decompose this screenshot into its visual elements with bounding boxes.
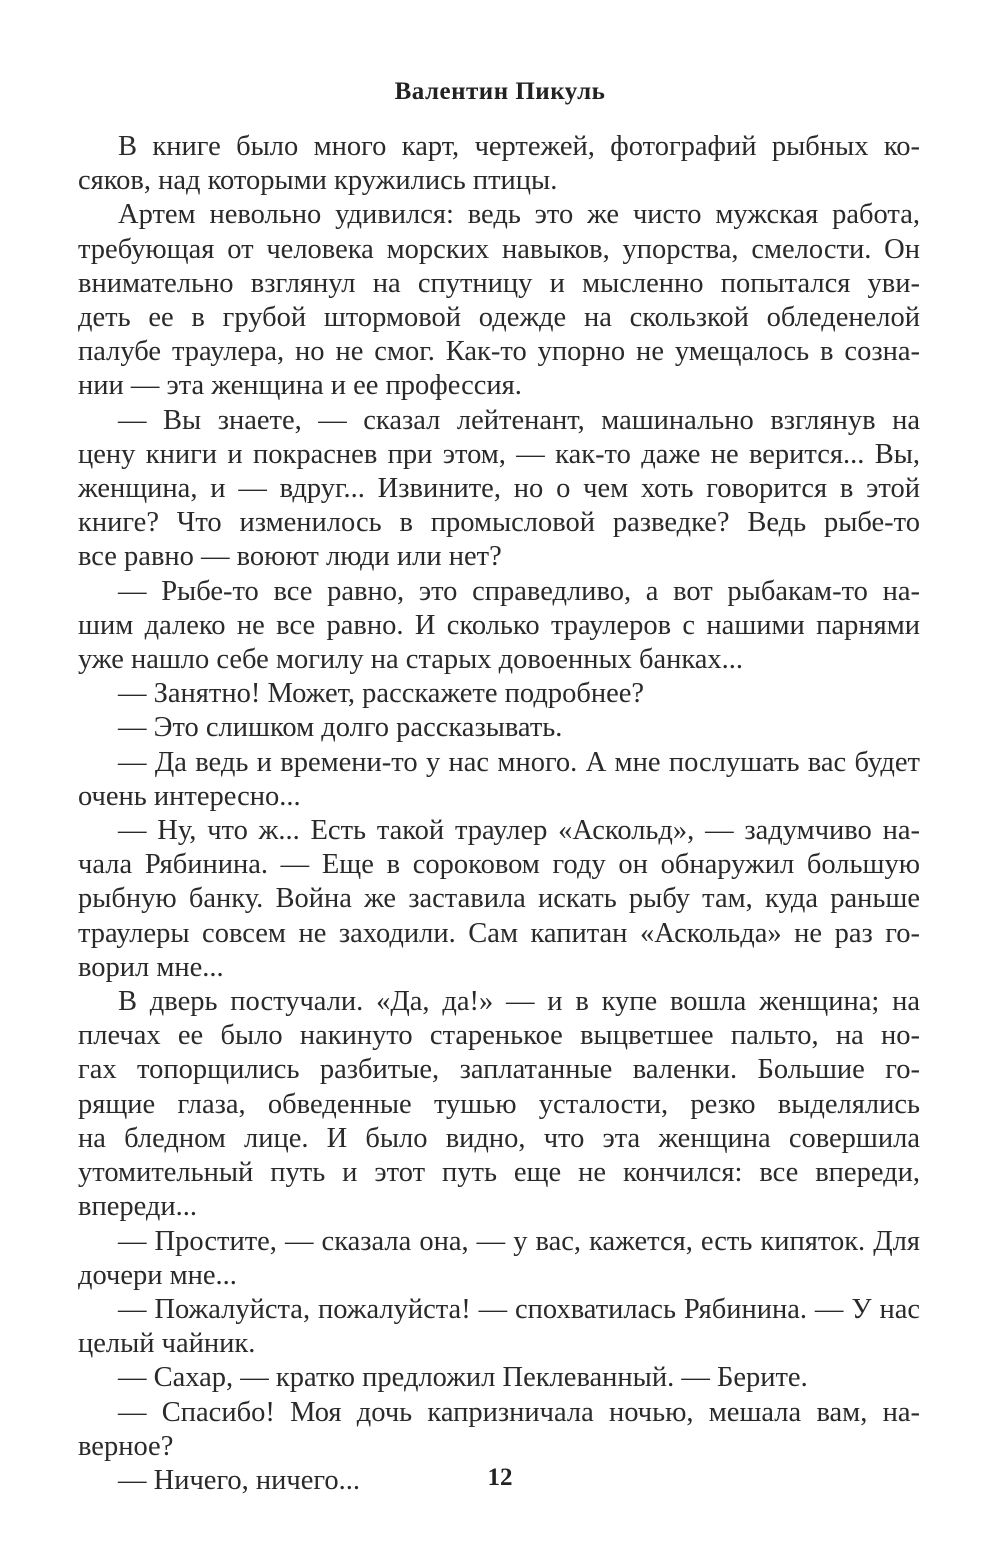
text-line: — Рыбе-то все равно, это справедливо, а вот рыбакам-то на- <box>118 575 920 607</box>
paragraph <box>78 677 920 711</box>
text-line: ворил мне... <box>78 951 224 983</box>
paragraph <box>78 814 920 985</box>
text-line: требующая от человека морских навыков, упорства, смелости. Он <box>78 233 920 265</box>
text-line: — Ничего, ничего... <box>118 1464 361 1496</box>
text-line: шим далеко не все равно. И сколько траулеров с нашими парнями <box>78 609 920 641</box>
text-line: В книге было много карт, чертежей, фотографий рыбных ко- <box>118 131 920 162</box>
text-line: впереди... <box>78 1191 198 1223</box>
text-line: рящие глаза, обведенные тушью усталости, резко выделялись <box>78 1088 920 1120</box>
text-line: уже нашло себе могилу на старых довоенных банках... <box>78 644 744 676</box>
body-text <box>78 130 920 1498</box>
text-line: нии — эта женщина и ее профессия. <box>78 370 522 402</box>
paragraph <box>78 1225 920 1293</box>
text-line: — Занятно! Может, расскажете подробнее? <box>118 678 645 710</box>
text-line: на бледном лице. И было видно, что эта женщина совершила <box>78 1122 920 1154</box>
text-line: палубе траулера, но не смог. Как-то упорно не умещалось в созна- <box>78 336 920 368</box>
text-line: траулеры совсем не заходили. Сам капитан «Аскольда» не раз го- <box>78 917 920 949</box>
paragraph <box>78 1361 920 1395</box>
text-line: сяков, над которыми кружились птицы. <box>78 165 558 197</box>
paragraph <box>78 985 920 1224</box>
paragraph <box>78 1293 920 1361</box>
text-line: — Вы знаете, — сказал лейтенант, машинально взглянув на <box>118 404 920 436</box>
text-line: плечах ее было накинуто старенькое выцветшее пальто, на но- <box>78 1020 920 1052</box>
paragraph <box>78 575 920 678</box>
text-line: — Пожалуйста, пожалуйста! — спохватилась Рябинина. — У нас <box>118 1293 920 1325</box>
text-line: — Это слишком долго рассказывать. <box>118 712 563 744</box>
text-line: — Спасибо! Моя дочь капризничала ночью, мешала вам, на- <box>118 1396 920 1428</box>
text-line: дочери мне... <box>78 1259 237 1291</box>
page-number: 12 <box>487 1464 513 1491</box>
paragraph <box>78 746 920 814</box>
text-line: женщина, и — вдруг... Извините, но о чем хоть говорится в этой <box>78 473 920 505</box>
paragraph <box>78 198 920 403</box>
text-line: рыбную банку. Война же заставила искать рыбу там, куда раньше <box>78 883 920 915</box>
text-line: — Сахар, — кратко предложил Пеклеванный. — Берите. <box>118 1362 808 1394</box>
running-head: Валентин Пикуль <box>394 78 606 105</box>
text-line: целый чайник. <box>78 1328 256 1360</box>
text-line: утомительный путь и этот путь еще не кончился: все впереди, <box>78 1157 920 1189</box>
text-line: все равно — воюют люди или нет? <box>78 541 502 573</box>
text-line: Артем невольно удивился: ведь это же чисто мужская работа, <box>118 199 920 231</box>
text-line: — Простите, — сказала она, — у вас, кажется, есть кипяток. Для <box>118 1225 920 1257</box>
paragraph <box>78 711 920 745</box>
text-line: В дверь постучали. «Да, да!» — и в купе вошла женщина; на <box>118 986 920 1018</box>
paragraph <box>78 130 920 198</box>
text-line: верное? <box>78 1430 174 1462</box>
text-line: внимательно взглянул на спутницу и мысленно попытался уви- <box>78 267 920 299</box>
text-line: книге? Что изменилось в промысловой разведке? Ведь рыбе-то <box>78 507 920 539</box>
text-line: — Да ведь и времени-то у нас много. А мне послушать вас будет <box>118 746 920 778</box>
text-line: чала Рябинина. — Еще в сороковом году он обнаружил большую <box>78 849 920 881</box>
text-line: деть ее в грубой штормовой одежде на скользкой обледенелой <box>78 302 920 334</box>
text-line: цену книги и покраснев при этом, — как-то даже не верится... Вы, <box>78 438 920 470</box>
paragraph <box>78 404 920 575</box>
text-line: — Ну, что ж... Есть такой траулер «Аскольд», — задумчиво на- <box>118 815 920 847</box>
text-line: гах топорщились разбитые, заплатанные валенки. Большие го- <box>78 1054 920 1086</box>
text-line: очень интересно... <box>78 780 301 812</box>
paragraph <box>78 1396 920 1464</box>
